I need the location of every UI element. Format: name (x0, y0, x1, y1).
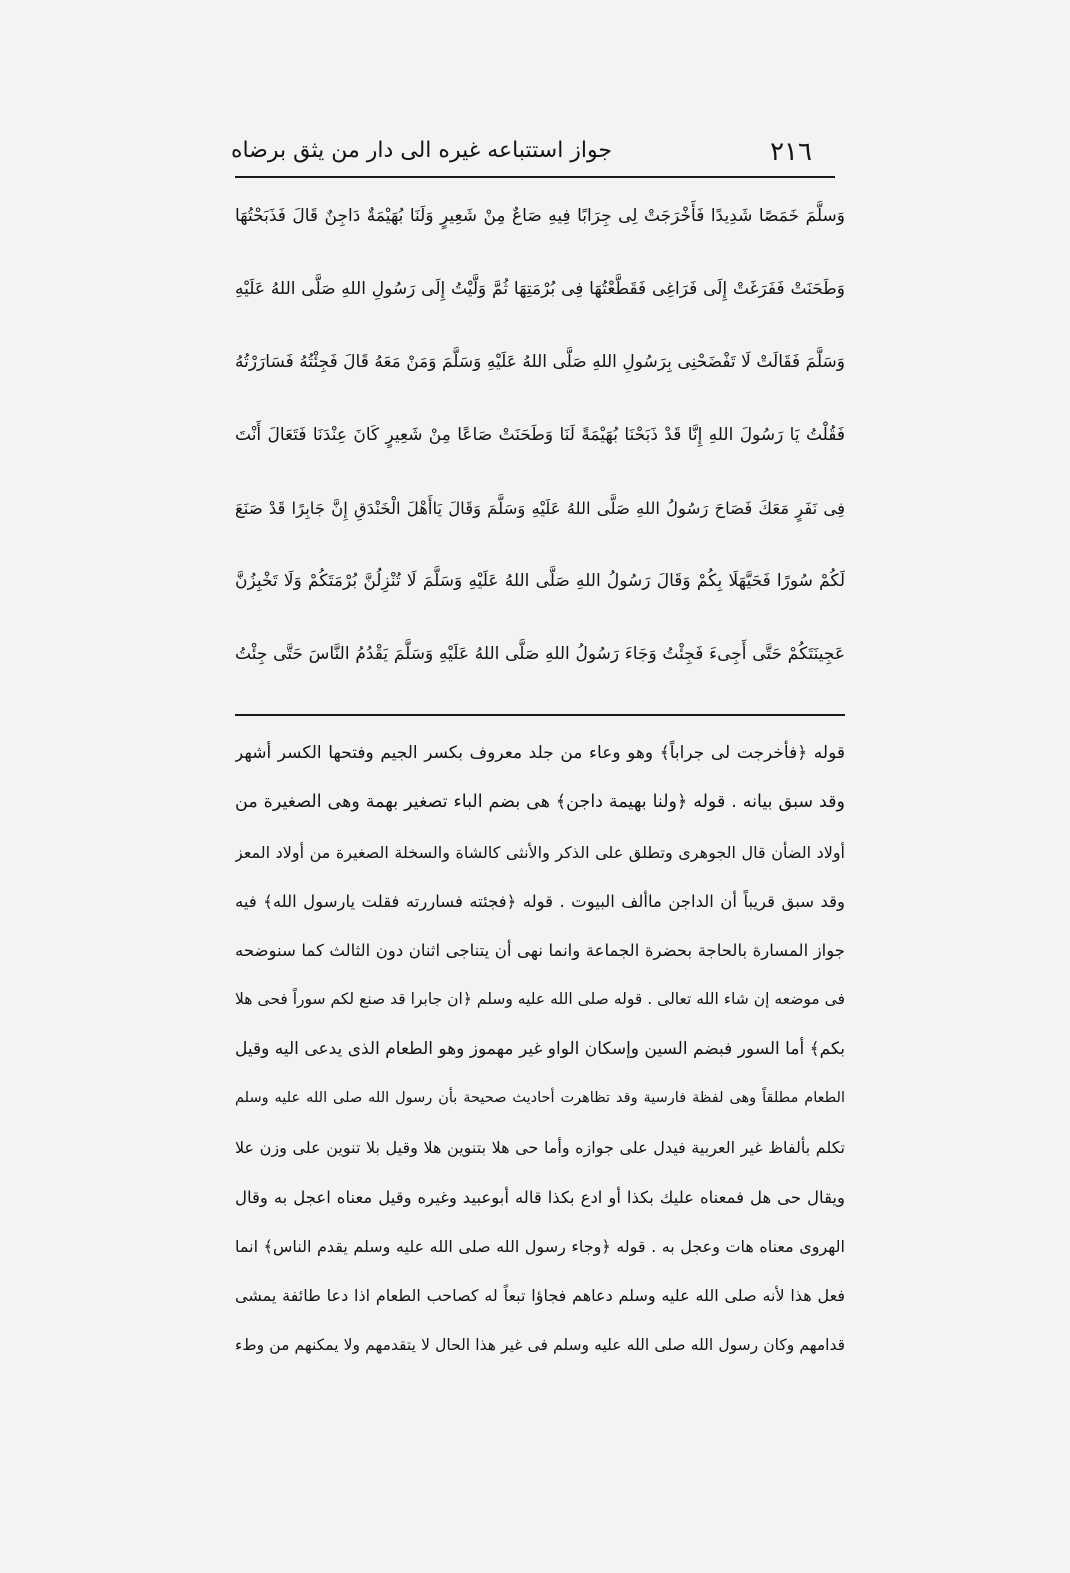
page-number: ٢١٦ (770, 137, 812, 167)
main-text-line: عَجِينَتَكُمْ حَتَّى أَجِىءَ فَجِئْتُ وَجَاءَ رَسُولُ اللهِ صَلَّى اللهُ عَلَيْهِ وَسَلَّمَ يَقْدُمُ النَّاسَ حَتَّى جِئْتُ (235, 644, 845, 664)
commentary-line: قوله ﴿فأخرجت لى جراباً﴾ وهو وعاء من جلد معروف بكسر الجيم وفتحها الكسر أشهر (235, 743, 845, 763)
commentary-line: وقد سبق بيانه . قوله ﴿ولنا بهيمة داجن﴾ هى بضم الباء تصغير بهمة وهى الصغيرة من (235, 792, 845, 813)
commentary-block (235, 729, 845, 1370)
main-text-line: وَسلَّمَ خَمَصًا شَدِيدًا فَأَخْرَجَتْ لِى جِرَابًا فِيهِ صَاعٌ مِنْ شَعِيرٍ وَلَنَا بُهَيْمَةٌ دَاجِنٌ قَالَ فَذَبَحْتُهَا (235, 206, 845, 226)
commentary-line: أولاد الضأن قال الجوهرى وتطلق على الذكر والأنثى كالشاة والسخلة الصغيرة من أولاد المعز (235, 842, 845, 862)
commentary-line: ويقال حى هل فمعناه عليك بكذا أو ادع بكذا قاله أبوعبيد وغيره وقيل معناه اعجل به وقال (235, 1187, 845, 1207)
main-text-line: وَطَحَنَتْ فَفَرَغَتْ إِلَى فَرَاغِى فَقَطَّعْتُهَا فِى بُرْمَتِهَا ثُمَّ وَلَّيْتُ إِلَى رَسُولِ اللهِ صَلَّى اللهُ عَلَيْهِ (235, 279, 845, 299)
header-rule (235, 176, 835, 178)
running-title: جواز استتباعه غيره الى دار من يثق برضاه (230, 138, 612, 163)
commentary-line: وقد سبق قريباً أن الداجن ماألف البيوت . قوله ﴿فجئته فساررته فقلت يارسول الله﴾ فيه (235, 891, 845, 911)
commentary-line: فى موضعه إن شاء الله تعالى . قوله صلى الله عليه وسلم ﴿ان جابرا قد صنع لكم سوراً فحى هلا (235, 990, 845, 1009)
commentary-line: جواز المسارة بالحاجة بحضرة الجماعة وانما نهى أن يتناجى اثنان دون الثالث كما سنوضحه (235, 941, 845, 961)
main-text-line: لَكُمْ سُورًا فَحَيَّهَلَا بِكُمْ وَقَالَ رَسُولُ اللهِ صَلَّى اللهُ عَلَيْهِ وَسَلَّمَ لَا تُنْزِلُنَّ بُرْمَتَكُمْ وَلَا تَخْبِزُنَّ (235, 571, 845, 591)
commentary-line: قدامهم وكان رسول الله صلى الله عليه وسلم فى غير هذا الحال لا يتقدمهم ولا يمكنهم من وطء (235, 1335, 845, 1354)
main-text-line: فِى نَفَرٍ مَعَكَ فَصَاحَ رَسُولُ اللهِ صَلَّى اللهُ عَلَيْهِ وَسَلَّمَ وَقَالَ يَاأَهْلَ الْخَنْدَقِ إِنَّ جَابِرًا قَدْ صَنَعَ (235, 499, 845, 518)
main-text-line: فَقُلْتُ يَا رَسُولَ اللهِ إِنَّا قَدْ ذَبَحْنَا بُهَيْمَةً لَنَا وَطَحَنَتْ صَاعًا مِنْ شَعِيرٍ كَانَ عِنْدَنَا فَتَعَالَ أَنْتَ (235, 425, 845, 445)
commentary-line: الهروى معناه هات وعجل به . قوله ﴿وجاء رسول الله صلى الله عليه وسلم يقدم الناس﴾ انما (235, 1236, 845, 1256)
commentary-line: فعل هذا لأنه صلى الله عليه وسلم دعاهم فجاؤا تبعاً له كصاحب الطعام اذا دعا طائفة يمشى (235, 1286, 845, 1306)
commentary-line: تكلم بألفاظ غير العربية فيدل على جوازه وأما حى هلا بتنوين هلا وقيل بلا تنوين على وزن علا (235, 1138, 845, 1158)
main-text-line: وَسَلَّمَ فَقَالَتْ لَا تَفْضَحْنِى بِرَسُولِ اللهِ صَلَّى اللهُ عَلَيْهِ وَسَلَّمَ وَمَنْ مَعَهُ قَالَ فَجِئْتُهُ فَسَارَرْتُهُ (235, 352, 845, 372)
commentary-line: الطعام مطلقاً وهى لفظة فارسية وقد تظاهرت أحاديث صحيحة بأن رسول الله صلى الله عليه وسلم (235, 1090, 845, 1107)
commentary-line: بكم﴾ أما السور فبضم السين وإسكان الواو غير مهموز وهو الطعام الذى يدعى اليه وقيل (235, 1038, 845, 1059)
footnote-separator-rule (235, 714, 845, 716)
main-text-block (235, 180, 845, 691)
